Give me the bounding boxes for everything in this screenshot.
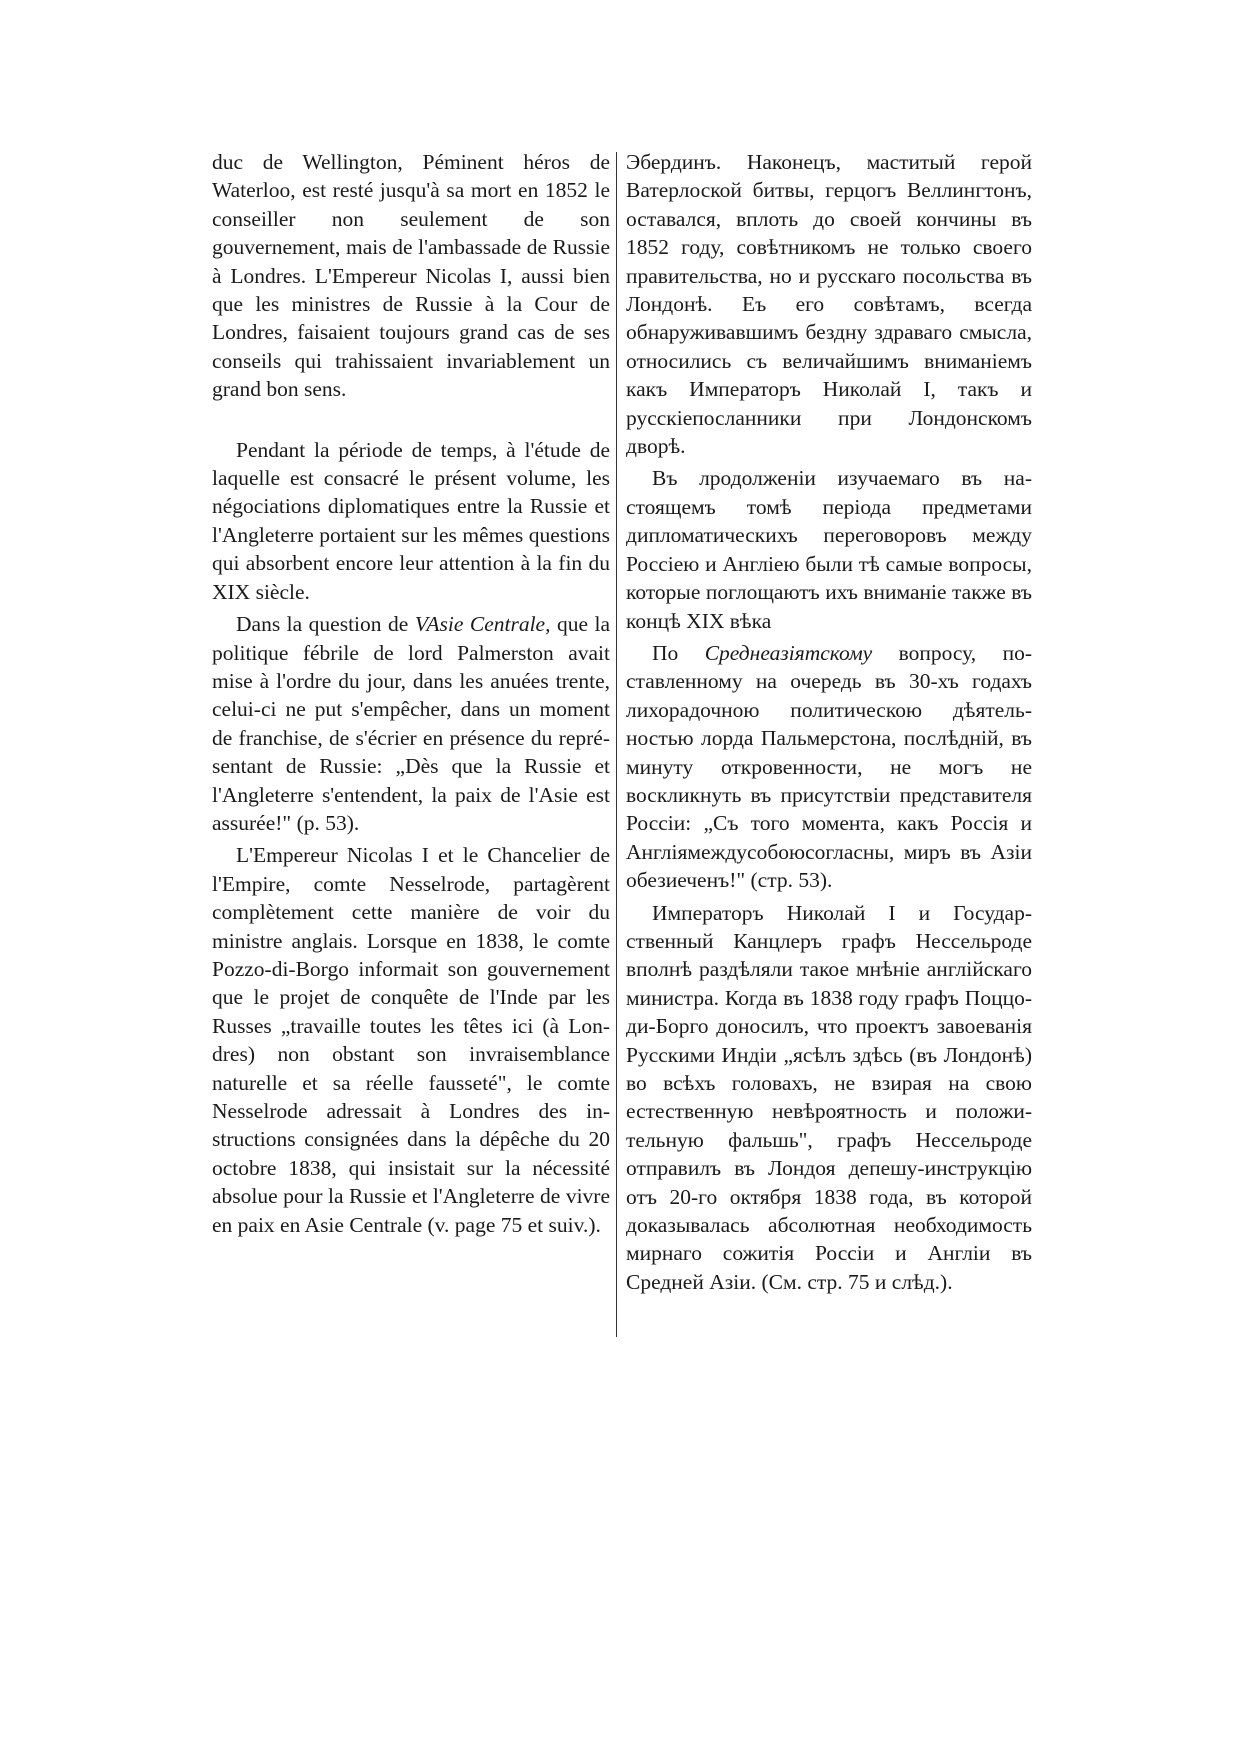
russian-column — [626, 148, 1032, 1296]
french-paragraph-3-rest: que la politique fébrile de lord Palmerston avait mise à l'ordre du jour, dans les anuées trente, celui-ci ne put s'empêcher, dans un moment de franchise, de s'écrier en présence du représentant de Russie: „Dès que la Russie et l'Angleterre s'entendent, la paix de l'Asie est assurée!" (p. 53). — [212, 612, 611, 835]
french-paragraph-2: Pendant la période de temps, à l'étude de laquelle est consacré le présent volume, les négociations diplomatiques entre la Russie et l'Angleterre portaient sur les mêmes questions qui absorbent encore leur attention à la fin du XIX siècle. — [212, 437, 610, 604]
russian-paragraph-3-italic: Среднеазіятскому — [704, 640, 873, 665]
russian-paragraph-4: Императоръ Николай I и Государственный Канцлеръ графъ Нессельроде вполнѣ раздѣляли такое мнѣніе англійскаго министра. Когда въ 1838 году графъ Поццо-ди-Борго доносилъ, что проектъ завоеванія Русскими Индіи „ясѣлъ здѣсь (въ Лондонѣ) во всѣхъ головахъ, не взирая на свою естественную невѣроятность и положительную фальшь", графъ Нессельроде отправилъ въ Лондоя депешу-инструкцію отъ 20-го октября 1838 года, въ которой доказывалась абсолютная необходимость мирнаго сожитія Россіи и Англіи въ Средней Азіи. (См. стр. 75 и слѣд.). — [626, 900, 1032, 1294]
french-column — [212, 148, 610, 1239]
french-paragraph-4: L'Empereur Nicolas I et le Chancelier de l'Empire, comte Nesselrode, partagèrent complètement cette manière de voir du ministre anglais. Lorsque en 1838, le comte Pozzo-di-Borgo informait son gouvernement que le projet de conquête de l'Inde par les Russes „travaille toutes les têtes ici (à Londres) non obstant son invraisemblance naturelle et sa réelle fausseté", le comte Nesselrode adressait à Londres des instructions consignées dans la dépêche du 20 octobre 1838, qui insistait sur la nécessité absolue pour la Russie et l'Angleterre de vivre en paix en Asie Centrale (v. page 75 et suiv.). — [212, 843, 610, 1237]
french-paragraph-1: duc de Wellington, Péminent héros de Waterloo, est resté jusqu'à sa mort en 1852 le conseiller non seulement de son gouvernement, mais de l'ambassade de Russie à Londres. L'Empereur Nicolas I, aussi bien que les ministres de Russie à la Cour de Londres, faisaient toujours grand cas de ses conseils qui trahissaient invariablement un grand bon sens. — [212, 150, 610, 402]
russian-paragraph-1: Эбердинъ. Наконецъ, маститый герой Ватерлоской битвы, герцогъ Веллингтонъ, оставался, вплоть до своей кончины въ 1852 году, совѣтникомъ не только своего правительства, но и русскаго посольства въ Лондонѣ. Еъ его совѣтамъ, всегда обнаруживавшимъ бездну здраваго смысла, относились съ величайшимъ вниманіемъ какъ Императоръ Николай I, такъ и русскіепосланники при Лондонскомъ дворѣ. — [626, 150, 1032, 459]
russian-paragraph-3-start: По — [652, 640, 705, 665]
russian-paragraph-3 — [626, 639, 1032, 895]
french-paragraph-3 — [212, 610, 610, 837]
russian-paragraph-2: Въ лродолженіи изучаемаго въ настоящемъ томѣ періода предметами дипломатическихъ переговоровъ между Россіею и Англіею были тѣ самые вопросы, которые поглощаютъ ихъ вниманіе также въ концѣ XIX вѣка — [626, 466, 1032, 633]
french-paragraph-3-start: Dans la question de — [236, 612, 415, 637]
french-paragraph-3-italic: VAsie Centrale, — [414, 612, 551, 637]
column-divider — [616, 152, 617, 1337]
russian-paragraph-3-rest: вопросу, поставленному на очередь въ 30-хъ годахъ лихорадочною политическою дѣятельностью лорда Пальмерстона, послѣдній, въ минуту откровенности, не могъ не воскликнуть въ присутствіи представителя Россіи: „Съ того момента, какъ Россія и Англіямеждусобоюсогласны, миръ въ Азіи обезиеченъ!" (стр. 53). — [626, 640, 1032, 893]
